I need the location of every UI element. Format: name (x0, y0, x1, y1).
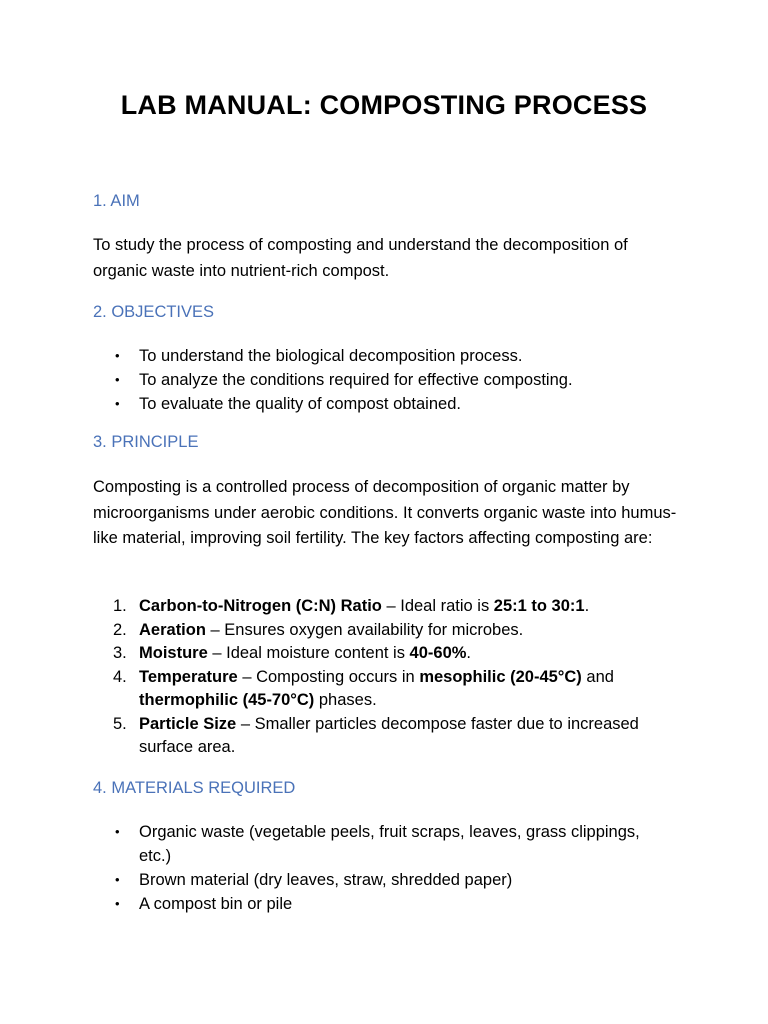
list-item (93, 713, 693, 760)
list-marker: 4. (113, 667, 127, 686)
section-heading-aim: 1. AIM (93, 192, 140, 210)
factor-term: Aeration (139, 620, 206, 639)
list-item: • Organic waste (vegetable peels, fruit scraps, leaves, grass clippings, etc.) (93, 820, 653, 868)
factor-term: Moisture (139, 644, 208, 662)
factor-desc: – Ensures oxygen availability for microbes. (205, 620, 524, 639)
factor-term: Particle Size (139, 714, 237, 733)
aim-text: To study the process of composting and understand the decomposition of organic waste into nutrient-rich compost. (93, 236, 628, 280)
factor-value: 25:1 to 30:1 (493, 597, 585, 615)
factor-tail: . (466, 644, 472, 662)
factor-term: Temperature (139, 667, 238, 686)
objectives-list (93, 344, 693, 416)
principle-text: Composting is a controlled process of decomposition of organic matter by microorganisms under aerobic conditions. It converts organic waste into humus-like material, improving soil fertility. The key factors affecting composting are: (93, 478, 677, 547)
list-item: • A compost bin or pile (93, 892, 653, 916)
section-heading-objectives: 2. OBJECTIVES (93, 303, 215, 321)
list-item: • Brown material (dry leaves, straw, shredded paper) (93, 868, 653, 892)
list-item (93, 619, 693, 643)
factor-desc: – Ideal ratio is (381, 597, 494, 615)
section-heading-principle: 3. PRINCIPLE (93, 433, 199, 451)
factor-tail: . (584, 597, 590, 615)
list-item (93, 642, 693, 666)
factor-desc: – Smaller particles decompose faster due to increased surface area. (139, 714, 639, 756)
factor-value: thermophilic (45-70°C) (139, 691, 315, 709)
list-item: • To understand the biological decomposition process. (93, 344, 693, 368)
list-item: • To analyze the conditions required for effective composting. (93, 368, 693, 392)
list-marker: 5. (113, 714, 127, 733)
factor-desc: – Composting occurs in (237, 667, 420, 686)
factor-value: mesophilic (20-45°C) (419, 667, 582, 686)
list-marker: 3. (113, 644, 127, 662)
page-title: LAB MANUAL: COMPOSTING PROCESS (120, 90, 648, 120)
list-item: • To evaluate the quality of compost obtained. (93, 392, 693, 416)
list-item (93, 666, 693, 713)
list-marker: 1. (113, 597, 127, 615)
factors-list (93, 595, 693, 760)
factor-tail: phases. (314, 691, 377, 709)
factor-value: 40-60% (409, 644, 467, 662)
section-heading-materials: 4. MATERIALS REQUIRED (93, 779, 296, 797)
factor-mid: and (581, 667, 614, 686)
list-marker: 2. (113, 620, 127, 639)
factor-term: Carbon-to-Nitrogen (C:N) Ratio (139, 597, 382, 615)
materials-list (93, 820, 653, 916)
factor-desc: – Ideal moisture content is (207, 644, 410, 662)
list-item (93, 595, 693, 619)
